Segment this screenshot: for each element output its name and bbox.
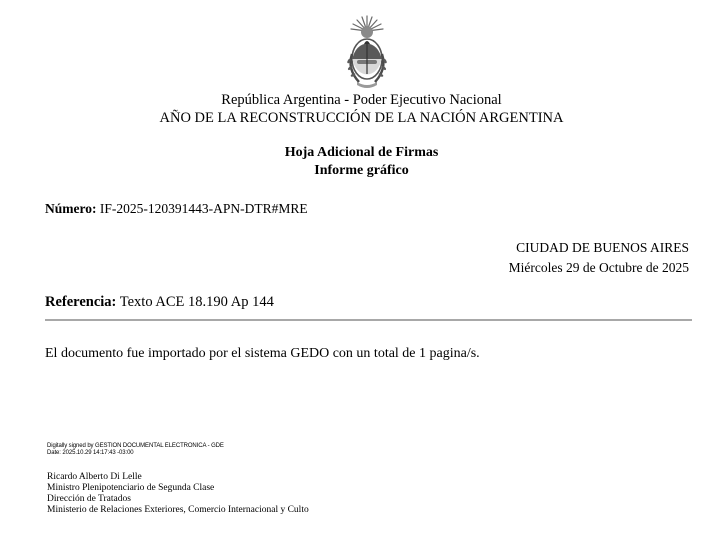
digital-signature-date: Date: 2025.10.29 14:17:43 -03:00 bbox=[47, 450, 134, 456]
header-government-line: República Argentina - Poder Ejecutivo Nacional bbox=[221, 92, 502, 108]
argentine-coat-of-arms-icon bbox=[343, 14, 391, 94]
reference-label: Referencia: bbox=[45, 294, 117, 310]
document-subtitle: Informe gráfico bbox=[314, 163, 409, 178]
place: CIUDAD DE BUENOS AIRES bbox=[516, 240, 689, 255]
document-title: Hoja Adicional de Firmas bbox=[284, 145, 439, 160]
signer-name: Ricardo Alberto Di Lelle bbox=[47, 472, 142, 482]
digital-signature-stamp bbox=[47, 443, 224, 457]
body-text: El documento fue importado por el sistema GEDO con un total de 1 pagina/s. bbox=[45, 346, 480, 361]
divider bbox=[45, 319, 692, 321]
header-year-motto: AÑO DE LA RECONSTRUCCIÓN DE LA NACIÓN ARGENTINA bbox=[159, 110, 564, 126]
signer-position: Ministro Plenipotenciario de Segunda Clase bbox=[47, 483, 215, 493]
digital-signature-signed-by: Digitally signed by GESTION DOCUMENTAL ELECTRONICA - GDE bbox=[47, 443, 224, 449]
document-number-value: IF-2025-120391443-APN-DTR#MRE bbox=[99, 201, 308, 216]
document-number-label: Número: bbox=[45, 201, 97, 216]
signer-block bbox=[47, 472, 309, 516]
document-number-row bbox=[45, 201, 308, 217]
date: Miércoles 29 de Octubre de 2025 bbox=[508, 260, 689, 275]
reference-value: Texto ACE 18.190 Ap 144 bbox=[119, 294, 274, 310]
reference-row bbox=[45, 294, 274, 311]
signer-ministry: Ministerio de Relaciones Exteriores, Comercio Internacional y Culto bbox=[47, 505, 309, 515]
signer-department: Dirección de Tratados bbox=[47, 494, 131, 504]
